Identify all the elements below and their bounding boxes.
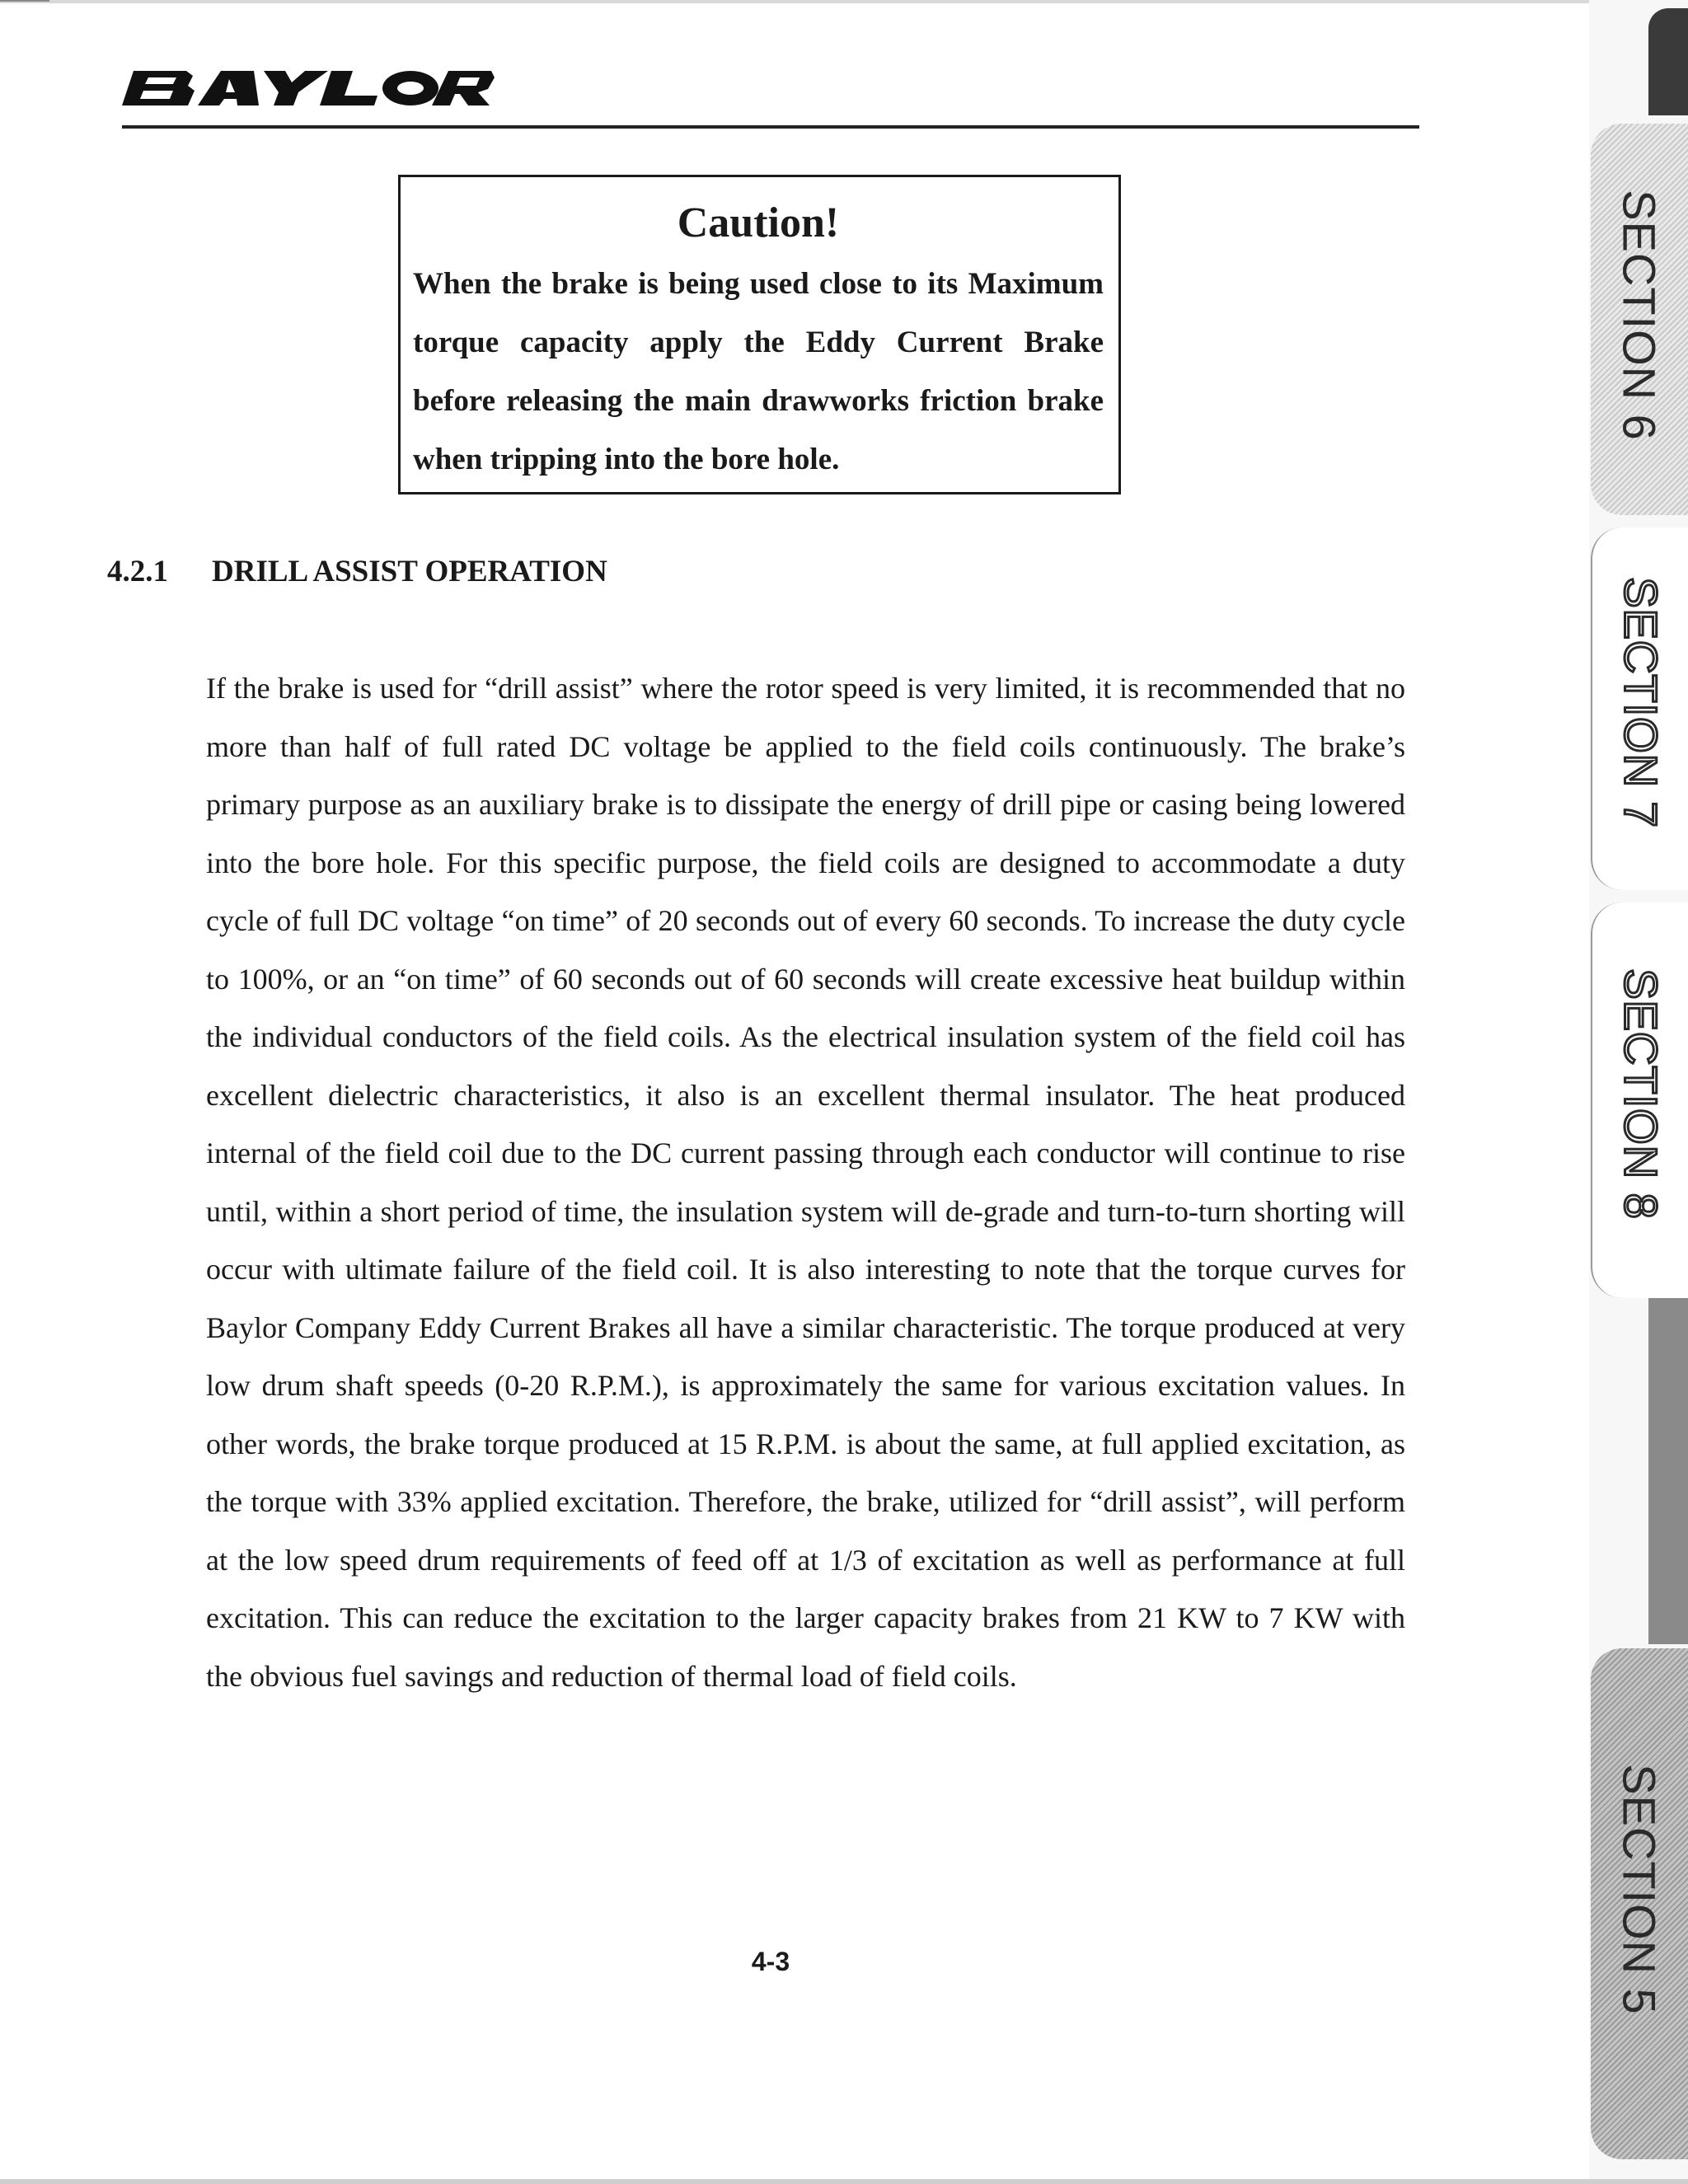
caution-text: When the brake is being used close to its Maximum torque capacity apply the Eddy Current Brake before releasing the main drawworks friction brake when tripping into the bore hole. [413, 267, 1104, 476]
tab-section-8[interactable] [1591, 902, 1688, 1298]
tab-edge-dark-top [1648, 8, 1688, 115]
tab-section-5[interactable] [1591, 1648, 1688, 2159]
tab-section-7[interactable] [1591, 527, 1688, 890]
section-number: 4.2.1 [107, 555, 168, 588]
tab-section-6-label: SECTION 6 [1613, 190, 1666, 441]
baylor-logo [122, 68, 495, 109]
section-title: DRILL ASSIST OPERATION [212, 555, 607, 588]
header-rule [122, 125, 1419, 129]
tab-edge-dark-middle [1648, 1298, 1688, 1644]
section-heading [107, 551, 607, 593]
scan-edge-top [0, 0, 1688, 3]
tab-section-8-label: SECTION 8 [1615, 968, 1667, 1220]
body-paragraph: If the brake is used for “drill assist” where the rotor speed is very limited, it is recommended that no more than half of full rated DC voltage be applied to the field coils continuously. The brake’s primary purpose as an auxiliary brake is to dissipate the energy of drill pipe or casing being lowered into the bore hole. For this specific purpose, the field coils are designed to accommodate a duty cycle of full DC voltage “on time” of 20 seconds out of every 60 seconds. To increase the duty cycle to 100%, or an “on time” of 60 seconds out of 60 seconds will create excessive heat buildup within the individual conductors of the field coils. As the electrical insulation system of the field coil has excellent dielectric characteristics, it also is an excellent thermal insulator. The heat produced internal of the field coil due to the DC current passing through each conductor will continue to rise until, within a short period of time, the insulation system will de-grade and turn-to-turn shorting will occur with ultimate failure of the field coil. It is also interesting to note that the torque curves for Baylor Company Eddy Current Brakes all have a similar characteristic. The torque produced at very low drum shaft speeds (0-20 R.P.M.), is approximately the same for various excitation values. In other words, the brake torque produced at 15 R.P.M. is about the same, at full applied excitation, as the torque with 33% applied excitation. Therefore, the brake, utilized for “drill assist”, will perform at the low speed drum requirements of feed off at 1/3 of excitation as well as performance at full excitation. This can reduce the excitation to the larger capacity brakes from 21 KW to 7 KW with the obvious fuel savings and reduction of thermal load of field coils. [206, 672, 1405, 1693]
page-number: 4-3 [751, 1947, 790, 1976]
caution-box [398, 175, 1121, 494]
scan-mark [0, 0, 49, 2]
tab-section-7-label: SECTION 7 [1615, 577, 1667, 828]
scan-edge-bottom [0, 2179, 1688, 2184]
tab-section-5-label: SECTION 5 [1613, 1764, 1666, 2015]
caution-title: Caution! [677, 199, 840, 246]
tab-section-6[interactable] [1591, 124, 1688, 515]
